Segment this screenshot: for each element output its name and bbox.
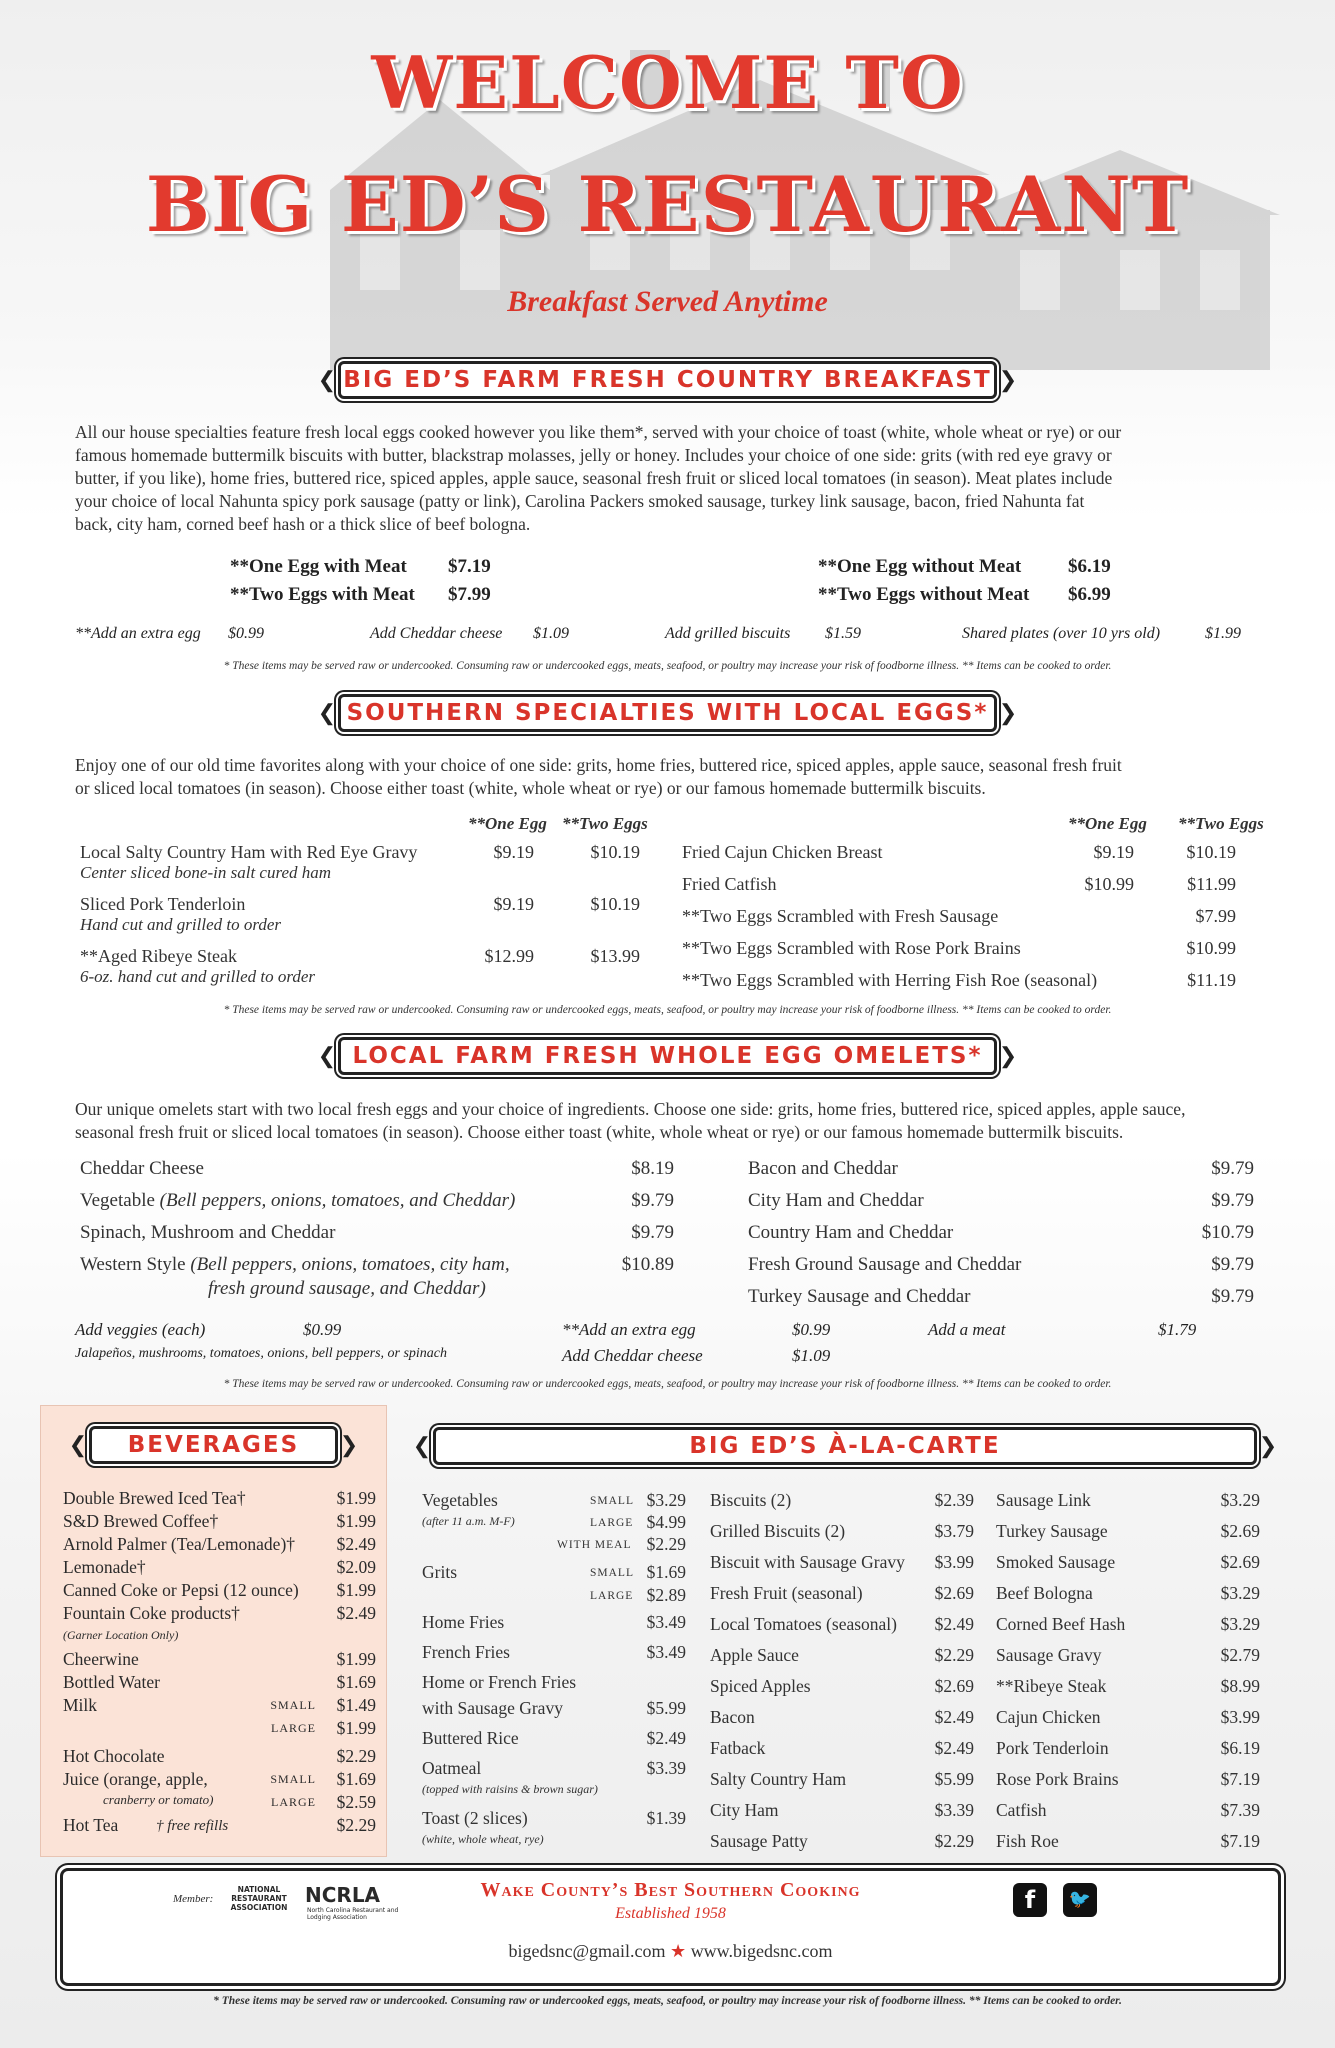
menu-item-scrambled-roe: **Two Eggs Scrambled with Herring Fish Roe (seasonal) xyxy=(682,970,1098,990)
price: $2.89 xyxy=(646,1585,686,1605)
addon-grilled-biscuits: Add grilled biscuits xyxy=(665,625,791,642)
website-link[interactable]: www.bigedsnc.com xyxy=(690,1941,833,1961)
alacarte-item: Apple Sauce xyxy=(710,1645,799,1665)
southern-specialties-banner xyxy=(310,690,1025,736)
one-egg-column-header: **One Egg xyxy=(468,814,547,833)
size-label: SMALL xyxy=(590,1495,634,1507)
size-label: SMALL xyxy=(590,1567,634,1579)
price: $7.19 xyxy=(1220,1831,1260,1851)
plate-two-eggs-meat: **Two Eggs with Meat xyxy=(230,584,415,605)
alacarte-item-toast: Toast (2 slices) xyxy=(422,1808,528,1828)
beverage-item: Lemonade† $2.09 xyxy=(63,1557,376,1577)
alacarte-item: Catfish xyxy=(996,1800,1047,1820)
price-two-eggs: $10.19 xyxy=(590,842,640,862)
omelet-turkey-sausage-cheddar: Turkey Sausage and Cheddar xyxy=(748,1286,971,1307)
omelet-addon-egg: **Add an extra egg xyxy=(562,1320,696,1339)
alacarte-item-grits: Grits xyxy=(422,1562,457,1582)
alacarte-item: Bacon xyxy=(710,1707,755,1727)
beverage-item: S&D Brewed Coffee† $1.99 xyxy=(63,1511,376,1531)
farm-breakfast-banner xyxy=(310,357,1025,403)
addon-price: $1.09 xyxy=(792,1346,831,1365)
alacarte-banner xyxy=(405,1423,1285,1469)
disclaimer: * These items may be served raw or undercooked. Consuming raw or undercooked eggs, meats, seafood, or poultry may increase your risk of foodborne illness. ** Items can be cooked to order. xyxy=(223,1378,1112,1390)
price-two-eggs: $10.19 xyxy=(1186,842,1236,862)
southern-description xyxy=(75,754,1122,800)
beverages-title: BEVERAGES xyxy=(127,1432,300,1458)
description-line: Our unique omelets start with two local fresh eggs and your choice of ingredients. Choose one side: grits, home fries, buttered rice, spiced apples, apple sauce, xyxy=(75,1099,1186,1119)
one-egg-column-header: **One Egg xyxy=(1068,814,1147,833)
slogan: Wake County’s Best Southern Cooking xyxy=(480,1879,861,1901)
price: $3.39 xyxy=(646,1758,686,1778)
ncrla-logo-subtitle: North Carolina Restaurant and Lodging Association xyxy=(307,1907,399,1921)
alacarte-item: Fresh Fruit (seasonal) xyxy=(710,1583,863,1603)
price-one-egg: $9.19 xyxy=(493,894,534,914)
omelet-western-detail: fresh ground sausage, and Cheddar) xyxy=(208,1278,486,1299)
price: $3.29 xyxy=(1220,1583,1260,1603)
omelets-title: LOCAL FARM FRESH WHOLE EGG OMELETS* xyxy=(352,1043,983,1069)
price: $6.19 xyxy=(1220,1738,1260,1758)
plate-two-eggs-no-meat: **Two Eggs without Meat xyxy=(818,584,1030,605)
plate-one-egg-no-meat: **One Egg without Meat xyxy=(818,556,1022,577)
ncrla-logo: NCRLA xyxy=(305,1883,381,1907)
price: $3.29 xyxy=(646,1490,686,1510)
size-label: LARGE xyxy=(590,1590,634,1602)
scroll-ornament-icon: ❮ xyxy=(317,367,337,392)
price: $9.79 xyxy=(1211,1286,1254,1307)
price: $2.49 xyxy=(646,1728,686,1748)
disclaimer: * These items may be served raw or undercooked. Consuming raw or undercooked eggs, meats, seafood, or poultry may increase your risk of foodborne illness. ** Items can be cooked to order. xyxy=(223,1004,1112,1016)
alacarte-item-buttered-rice: Buttered Rice xyxy=(422,1728,519,1748)
alacarte-item: City Ham xyxy=(710,1800,779,1820)
price: $10.79 xyxy=(1201,1222,1254,1243)
price-one-egg: $10.99 xyxy=(1084,874,1134,894)
price: $3.29 xyxy=(1220,1490,1260,1510)
scroll-ornament-icon: ❯ xyxy=(998,700,1018,725)
omelet-western: Western Style (Bell peppers, onions, tomatoes, city ham, xyxy=(80,1254,510,1275)
price: $3.49 xyxy=(646,1642,686,1662)
omelet-city-ham-cheddar: City Ham and Cheddar xyxy=(748,1190,924,1211)
oatmeal-note: (topped with raisins & brown sugar) xyxy=(422,1782,598,1796)
omelet-cheddar: Cheddar Cheese xyxy=(80,1158,204,1179)
price: $3.29 xyxy=(1220,1614,1260,1634)
omelets-description xyxy=(75,1098,1185,1144)
description-line: seasonal fresh fruit or sliced local tomatoes (in season). Choose either toast (white, whole wheat or rye) or our famous homemade buttermilk biscuits. xyxy=(75,1122,1124,1142)
addon-extra-egg: **Add an extra egg xyxy=(75,625,201,642)
price: $2.69 xyxy=(934,1676,974,1696)
scroll-ornament-icon: ❮ xyxy=(412,1433,432,1458)
beverage-item: Milk SMALL $1.49 xyxy=(63,1695,376,1715)
star-icon: ★ xyxy=(670,1941,687,1961)
alacarte-item: Grilled Biscuits (2) xyxy=(710,1521,846,1541)
alacarte-item: Spiced Apples xyxy=(710,1676,811,1696)
alacarte-item: Sausage Link xyxy=(996,1490,1091,1510)
alacarte-item: Beef Bologna xyxy=(996,1583,1093,1603)
omelet-spinach-mushroom: Spinach, Mushroom and Cheddar xyxy=(80,1222,336,1243)
description-line: famous homemade buttermilk biscuits with butter, blackstrap molasses, jelly or honey. Includes your choice of one side: grits (with red eye gravy or xyxy=(75,445,1112,465)
price: $9.79 xyxy=(631,1190,674,1211)
alacarte-item-fries-gravy-line2: with Sausage Gravy xyxy=(422,1698,563,1718)
price-one-egg: $12.99 xyxy=(484,946,534,966)
price: $3.39 xyxy=(934,1800,974,1820)
menu-item-country-ham: Local Salty Country Ham with Red Eye Gravy Center sliced bone-in salt cured ham xyxy=(80,842,418,882)
omelet-vegetable: Vegetable (Bell peppers, onions, tomatoes, and Cheddar) xyxy=(80,1190,516,1211)
alacarte-item: **Ribeye Steak xyxy=(996,1676,1107,1696)
price: $2.79 xyxy=(1220,1645,1260,1665)
price: $2.39 xyxy=(934,1490,974,1510)
alacarte-item: Salty Country Ham xyxy=(710,1769,847,1789)
menu-item-scrambled-sausage: **Two Eggs Scrambled with Fresh Sausage xyxy=(682,906,999,926)
price: $2.49 xyxy=(934,1707,974,1727)
menu-item-ribeye-steak: **Aged Ribeye Steak 6-oz. hand cut and grilled to order xyxy=(80,946,315,986)
alacarte-item-french-fries: French Fries xyxy=(422,1642,510,1662)
alacarte-item: Fatback xyxy=(710,1738,766,1758)
price: $5.99 xyxy=(646,1698,686,1718)
omelet-sausage-cheddar: Fresh Ground Sausage and Cheddar xyxy=(748,1254,1022,1275)
southern-specialties-title: SOUTHERN SPECIALTIES WITH LOCAL EGGS* xyxy=(346,700,989,726)
omelet-addon-meat: Add a meat xyxy=(928,1320,1006,1339)
price-one-egg: $9.19 xyxy=(493,842,534,862)
scroll-ornament-icon: ❯ xyxy=(1258,1433,1278,1458)
price: $3.49 xyxy=(646,1612,686,1632)
alacarte-item-home-fries: Home Fries xyxy=(422,1612,505,1632)
beverages-panel: ❮ ❯ BEVERAGES Double Brewed Iced Tea† $1.99 S&D Brewed Coffee† $1.99 Arnold Palmer (Tea/Lemonade)† $2.49 Lemonade† $2.09 Canned Coke or Pepsi (12 ounce) $1.99 Fountain Coke products† $2.49 (Garner Location Only) Cheerwine $1.99 Bottled Water $1.69 Milk SMALL $1.49 LARGE $1.99 Hot Chocolate $2.29 Juice (orange, apple, SMALL $1.69 cranberry or tomato) LARGE $2.59 Hot Tea $2.29 † free refills xyxy=(40,1405,387,1857)
plate-price: $7.19 xyxy=(448,556,491,577)
disclaimer: * These items may be served raw or undercooked. Consuming raw or undercooked eggs, meats, seafood, or poultry may increase your risk of foodborne illness. ** Items can be cooked to order. xyxy=(223,660,1112,672)
addon-price: $1.99 xyxy=(1205,625,1241,642)
omelet-bacon-cheddar: Bacon and Cheddar xyxy=(748,1158,898,1179)
beverage-item: Canned Coke or Pepsi (12 ounce) $1.99 xyxy=(63,1580,376,1600)
price: $1.39 xyxy=(646,1808,686,1828)
omelet-country-ham-cheddar: Country Ham and Cheddar xyxy=(748,1222,954,1243)
two-eggs-column-header: **Two Eggs xyxy=(562,814,648,833)
scroll-ornament-icon: ❮ xyxy=(317,1043,337,1068)
plate-price: $6.19 xyxy=(1068,556,1111,577)
addon-price: $0.99 xyxy=(792,1320,831,1339)
price: $2.49 xyxy=(934,1614,974,1634)
beverage-item: Hot Chocolate $2.29 xyxy=(63,1746,376,1766)
alacarte-item: Biscuit with Sausage Gravy xyxy=(710,1552,905,1572)
menu-item-pork-tenderloin: Sliced Pork Tenderloin Hand cut and grilled to order xyxy=(80,894,281,934)
beverage-item: Hot Tea $2.29 xyxy=(63,1815,376,1835)
price: $2.49 xyxy=(934,1738,974,1758)
price: $9.79 xyxy=(1211,1254,1254,1275)
description-line: back, city ham, corned beef hash or a thick slice of beef bologna. xyxy=(75,514,531,534)
size-label: LARGE xyxy=(590,1517,634,1529)
member-label: Member: xyxy=(173,1893,214,1905)
twitter-icon[interactable]: 🐦 xyxy=(1063,1883,1097,1917)
price: $11.19 xyxy=(1187,970,1236,990)
price: $3.79 xyxy=(934,1521,974,1541)
addon-price: $1.09 xyxy=(533,625,569,642)
omelets-banner xyxy=(310,1033,1025,1079)
price: $2.29 xyxy=(934,1645,974,1665)
description-line: Enjoy one of our old time favorites along with your choice of one side: grits, home fries, buttered rice, spiced apples, apple sauce, seasonal fresh fruit xyxy=(75,755,1122,775)
alacarte-item: Smoked Sausage xyxy=(996,1552,1116,1572)
addon-price: $0.99 xyxy=(228,625,264,642)
price: $9.79 xyxy=(1211,1158,1254,1179)
scroll-ornament-icon: ❯ xyxy=(998,1043,1018,1068)
addon-shared-plates: Shared plates (over 10 yrs old) xyxy=(962,625,1161,642)
alacarte-item: Fish Roe xyxy=(996,1831,1059,1851)
tagline: Breakfast Served Anytime xyxy=(507,285,828,318)
plate-one-egg-meat: **One Egg with Meat xyxy=(230,556,407,577)
price: $2.69 xyxy=(1220,1552,1260,1572)
two-eggs-column-header: **Two Eggs xyxy=(1178,814,1264,833)
alacarte-item: Biscuits (2) xyxy=(710,1490,792,1510)
welcome-heading: WELCOME TO xyxy=(371,40,964,125)
price: $7.99 xyxy=(1195,906,1236,926)
price: $10.99 xyxy=(1186,938,1236,958)
price: $7.39 xyxy=(1220,1800,1260,1820)
scroll-ornament-icon: ❯ xyxy=(998,367,1018,392)
price-one-egg: $9.19 xyxy=(1093,842,1134,862)
beverage-item: Cheerwine $1.99 xyxy=(63,1649,376,1669)
beverage-item: Double Brewed Iced Tea† $1.99 xyxy=(63,1488,376,1508)
email-link[interactable]: bigedsnc@gmail.com xyxy=(508,1941,666,1961)
addon-price: $1.59 xyxy=(825,625,861,642)
description-line: your choice of local Nahunta spicy pork sausage (patty or link), Carolina Packers smoked sausage, turkey link sausage, bacon, fried Nahunta fat xyxy=(75,491,1085,511)
alacarte-item: Local Tomatoes (seasonal) xyxy=(710,1614,897,1634)
plate-price: $6.99 xyxy=(1068,584,1111,605)
scroll-ornament-icon: ❮ xyxy=(68,1432,88,1457)
omelet-addon-veggies: Add veggies (each) xyxy=(75,1320,206,1339)
price-two-eggs: $10.19 xyxy=(590,894,640,914)
beverage-note: (Garner Location Only) xyxy=(63,1628,179,1642)
disclaimer: * These items may be served raw or undercooked. Consuming raw or undercooked eggs, meats, seafood, or poultry may increase your risk of foodborne illness. ** Items can be cooked to order. xyxy=(213,1995,1122,2007)
beverages-banner xyxy=(61,1422,366,1468)
scroll-ornament-icon: ❯ xyxy=(339,1432,359,1457)
alacarte-item: Rose Pork Brains xyxy=(996,1769,1119,1789)
price-two-eggs: $13.99 xyxy=(590,946,640,966)
beverage-item: Fountain Coke products† $2.49 xyxy=(63,1603,376,1623)
veggies-list: Jalapeños, mushrooms, tomatoes, onions, bell peppers, or spinach xyxy=(75,1346,448,1361)
alacarte-item: Sausage Gravy xyxy=(996,1645,1102,1665)
farm-description xyxy=(75,421,1121,536)
price: $5.99 xyxy=(934,1769,974,1789)
alacarte-item-fries-gravy: Home or French Fries xyxy=(422,1672,577,1692)
menu-item-scrambled-brains: **Two Eggs Scrambled with Rose Pork Brains xyxy=(682,938,1021,958)
alacarte-item: Pork Tenderloin xyxy=(996,1738,1109,1758)
description-line: butter, if you like), home fries, buttered rice, spiced apples, apple sauce, seasonal fresh fruit or sliced local tomatoes (in season). Meat plates include xyxy=(75,468,1113,488)
size-label: WITH MEAL xyxy=(557,1539,632,1551)
beverage-item: Juice (orange, apple, SMALL $1.69 xyxy=(63,1769,376,1789)
price: $9.79 xyxy=(631,1222,674,1243)
price: $2.29 xyxy=(646,1534,686,1554)
alacarte-item: Corned Beef Hash xyxy=(996,1614,1126,1634)
contact-line xyxy=(63,1941,1278,1962)
omelet-addon-cheese: Add Cheddar cheese xyxy=(562,1346,703,1365)
toast-note: (white, whole wheat, rye) xyxy=(422,1832,544,1846)
beverage-item: cranberry or tomato) LARGE $2.59 xyxy=(103,1792,376,1812)
price-two-eggs: $11.99 xyxy=(1187,874,1236,894)
price: $9.79 xyxy=(1211,1190,1254,1211)
farm-breakfast-title: BIG ED’S FARM FRESH COUNTRY BREAKFAST xyxy=(343,367,992,393)
price: $2.29 xyxy=(934,1831,974,1851)
facebook-icon[interactable]: f xyxy=(1013,1883,1047,1917)
alacarte-title: BIG ED’S À-LA-CARTE xyxy=(689,1433,1001,1459)
price: $1.69 xyxy=(646,1562,686,1582)
alacarte-item: Cajun Chicken xyxy=(996,1707,1101,1727)
alacarte-item-oatmeal: Oatmeal xyxy=(422,1758,482,1778)
established: Established 1958 xyxy=(615,1905,726,1922)
price: $3.99 xyxy=(1220,1707,1260,1727)
alacarte-item-vegetables: Vegetables xyxy=(422,1490,498,1510)
price: $2.69 xyxy=(1220,1521,1260,1541)
scroll-ornament-icon: ❮ xyxy=(317,700,337,725)
description-line: All our house specialties feature fresh local eggs cooked however you like them*, served with your choice of toast (white, whole wheat or rye) or our xyxy=(75,422,1122,442)
price: $8.19 xyxy=(631,1158,674,1179)
beverage-item: Bottled Water $1.69 xyxy=(63,1672,376,1692)
beverage-item: Arnold Palmer (Tea/Lemonade)† $2.49 xyxy=(63,1534,376,1554)
addon-price: $0.99 xyxy=(303,1320,342,1339)
nra-logo: NATIONAL RESTAURANT ASSOCIATION xyxy=(230,1885,288,1912)
plate-price: $7.99 xyxy=(448,584,491,605)
addon-cheddar: Add Cheddar cheese xyxy=(370,625,503,642)
alacarte-item: Sausage Patty xyxy=(710,1831,808,1851)
price: $2.69 xyxy=(934,1583,974,1603)
price: $7.19 xyxy=(1220,1769,1260,1789)
alacarte-item: Turkey Sausage xyxy=(996,1521,1108,1541)
vegetables-note: (after 11 a.m. M-F) xyxy=(422,1514,515,1528)
price: $8.99 xyxy=(1220,1676,1260,1696)
restaurant-name-heading: BIG ED’S RESTAURANT xyxy=(145,160,1190,249)
menu-item-cajun-chicken: Fried Cajun Chicken Breast xyxy=(682,842,883,862)
price: $3.99 xyxy=(934,1552,974,1572)
free-refills-note: † free refills xyxy=(156,1818,229,1834)
description-line: or sliced local tomatoes (in season). Choose either toast (white, whole wheat or rye) or our famous homemade buttermilk biscuits. xyxy=(75,778,986,798)
footer-panel xyxy=(60,1868,1281,1986)
menu-item-fried-catfish: Fried Catfish xyxy=(682,874,777,894)
price: $4.99 xyxy=(646,1512,686,1532)
price: $10.89 xyxy=(621,1254,674,1275)
addon-price: $1.79 xyxy=(1158,1320,1197,1339)
